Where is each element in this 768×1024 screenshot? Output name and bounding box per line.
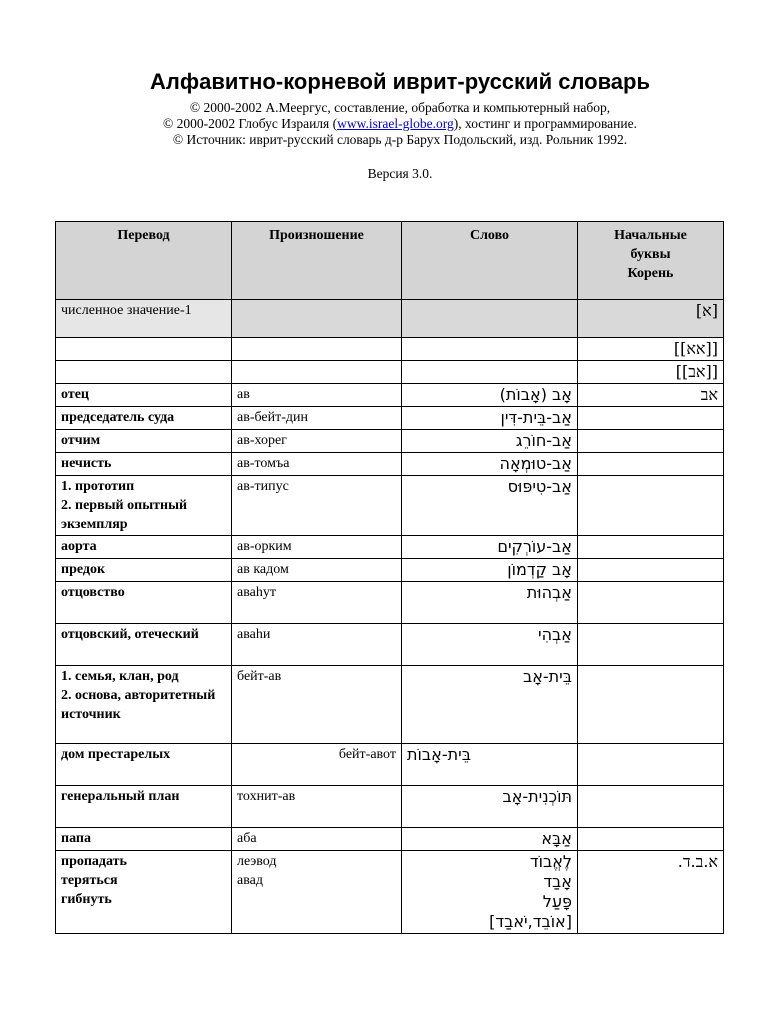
word-cell — [402, 361, 578, 384]
translation-cell: предок — [56, 559, 232, 582]
word-line: פָּעַל — [542, 892, 572, 911]
israel-globe-link[interactable]: www.israel-globe.org — [337, 116, 454, 131]
pronunciation-cell: ав — [232, 384, 402, 407]
table-row — [56, 384, 724, 407]
root-cell — [578, 430, 724, 453]
credit-line-3: © Источник: иврит-русский словарь д-р Барух Подольский, изд. Рольник 1992. — [172, 132, 628, 147]
credit-line-2-prefix: © 2000-2002 Глобус Израиля ( — [163, 116, 338, 131]
word-cell — [402, 338, 578, 361]
translation-cell — [56, 851, 232, 934]
pronunciation-cell — [232, 338, 402, 361]
header-pronunciation: Произношение — [232, 222, 402, 300]
pronunciation-cell: ав-томъа — [232, 453, 402, 476]
word-cell: אַב-טִיפּוּס — [402, 476, 578, 536]
root-cell: אב — [578, 384, 724, 407]
pronunciation-cell: аба — [232, 828, 402, 851]
root-cell — [578, 582, 724, 624]
pronunciation-cell: ав-орким — [232, 536, 402, 559]
word-cell: אָב (אָבוֹת) — [402, 384, 578, 407]
pronunciation-cell: бейт-авот — [232, 744, 402, 786]
translation-cell: папа — [56, 828, 232, 851]
translation-cell: отчим — [56, 430, 232, 453]
word-cell: אַבָּא — [402, 828, 578, 851]
pronunciation-cell — [232, 851, 402, 934]
table-row — [56, 786, 724, 828]
translation-line: 1. прототип — [61, 479, 135, 494]
header-root-line-3: Корень — [627, 266, 674, 281]
translation-line: пропадать — [61, 854, 127, 869]
pronunciation-line: леэвод — [237, 854, 277, 869]
table-row — [56, 300, 724, 338]
header-root-line-2: буквы — [630, 247, 671, 262]
table-row — [56, 407, 724, 430]
root-cell — [578, 744, 724, 786]
translation-cell — [56, 666, 232, 744]
table-row — [56, 744, 724, 786]
header-word: Слово — [402, 222, 578, 300]
pronunciation-cell: ав кадом — [232, 559, 402, 582]
pronunciation-cell: ав-типус — [232, 476, 402, 536]
translation-cell — [56, 338, 232, 361]
root-cell — [578, 666, 724, 744]
word-line: [אוֹבֵד,יֹאבַד] — [489, 912, 572, 931]
pronunciation-cell: аваhут — [232, 582, 402, 624]
root-cell: א.ב.ד. — [578, 851, 724, 934]
pronunciation-cell: тохнит-ав — [232, 786, 402, 828]
table-row — [56, 851, 724, 934]
translation-line: 1. семья, клан, род — [61, 669, 179, 684]
word-cell: אָב קַדְמוֹן — [402, 559, 578, 582]
root-cell: [[אב]] — [578, 361, 724, 384]
pronunciation-line: авад — [237, 873, 263, 888]
word-cell: בֵּית-אָבוֹת — [402, 744, 578, 786]
translation-cell: председатель суда — [56, 407, 232, 430]
credit-line-1: © 2000-2002 А.Меергус, составление, обработка и компьютерный набор, — [189, 100, 611, 115]
table-row — [56, 559, 724, 582]
translation-cell: отец — [56, 384, 232, 407]
translation-cell — [56, 361, 232, 384]
pronunciation-cell — [232, 300, 402, 338]
root-cell — [578, 407, 724, 430]
translation-cell: генеральный план — [56, 786, 232, 828]
dictionary-table — [55, 221, 724, 934]
word-cell: אַב-עוֹרְקִים — [402, 536, 578, 559]
word-cell: אַב-טוּמְאָה — [402, 453, 578, 476]
root-cell — [578, 476, 724, 536]
translation-line: теряться — [61, 873, 118, 888]
table-row — [56, 361, 724, 384]
word-cell: אַבְהִי — [402, 624, 578, 666]
header-translation: Перевод — [56, 222, 232, 300]
credit-line-2-suffix: ), хостинг и программирование. — [453, 116, 637, 131]
table-row — [56, 828, 724, 851]
translation-cell — [56, 476, 232, 536]
word-line: אָבַד — [543, 872, 572, 891]
root-cell: [[אא]] — [578, 338, 724, 361]
root-cell — [578, 536, 724, 559]
root-cell — [578, 786, 724, 828]
word-cell: תּוֹכְנִית-אָב — [402, 786, 578, 828]
header-root — [578, 222, 724, 300]
root-cell — [578, 453, 724, 476]
pronunciation-cell: аваhи — [232, 624, 402, 666]
translation-cell: аорта — [56, 536, 232, 559]
header-root-line-1: Начальные — [614, 228, 687, 243]
word-cell: בֵּית-אָב — [402, 666, 578, 744]
version-label: Версия 3.0. — [367, 166, 433, 181]
word-cell: אַב-חוֹרֵג — [402, 430, 578, 453]
translation-cell: численное значение-1 — [56, 300, 232, 338]
table-row — [56, 582, 724, 624]
document-header — [0, 68, 768, 182]
word-cell — [402, 300, 578, 338]
table-row — [56, 338, 724, 361]
translation-cell: дом престарелых — [56, 744, 232, 786]
table-header-row — [56, 222, 724, 300]
translation-line: 2. первый опытный экземпляр — [61, 498, 188, 532]
translation-line: гибнуть — [61, 892, 112, 907]
table-row — [56, 430, 724, 453]
pronunciation-cell: бейт-ав — [232, 666, 402, 744]
root-cell: [א] — [578, 300, 724, 338]
word-line: לֶאֱבוֹד — [529, 852, 572, 871]
table-row — [56, 536, 724, 559]
table-row — [56, 624, 724, 666]
translation-cell: отцовство — [56, 582, 232, 624]
pronunciation-cell: ав-бейт-дин — [232, 407, 402, 430]
translation-cell: отцовский, отеческий — [56, 624, 232, 666]
translation-cell: нечисть — [56, 453, 232, 476]
word-cell — [402, 851, 578, 934]
root-cell — [578, 559, 724, 582]
word-cell: אַב-בֵּית-דִּין — [402, 407, 578, 430]
pronunciation-cell — [232, 361, 402, 384]
table-row — [56, 453, 724, 476]
word-cell: אַבְהוּת — [402, 582, 578, 624]
table-row — [56, 666, 724, 744]
credit-line-2 — [0, 116, 768, 132]
table-row — [56, 476, 724, 536]
pronunciation-cell: ав-хорег — [232, 430, 402, 453]
root-cell — [578, 828, 724, 851]
translation-line: 2. основа, авторитетный источник — [61, 688, 216, 722]
root-cell — [578, 624, 724, 666]
document-title: Алфавитно-корневой иврит-русский словарь — [149, 69, 651, 94]
